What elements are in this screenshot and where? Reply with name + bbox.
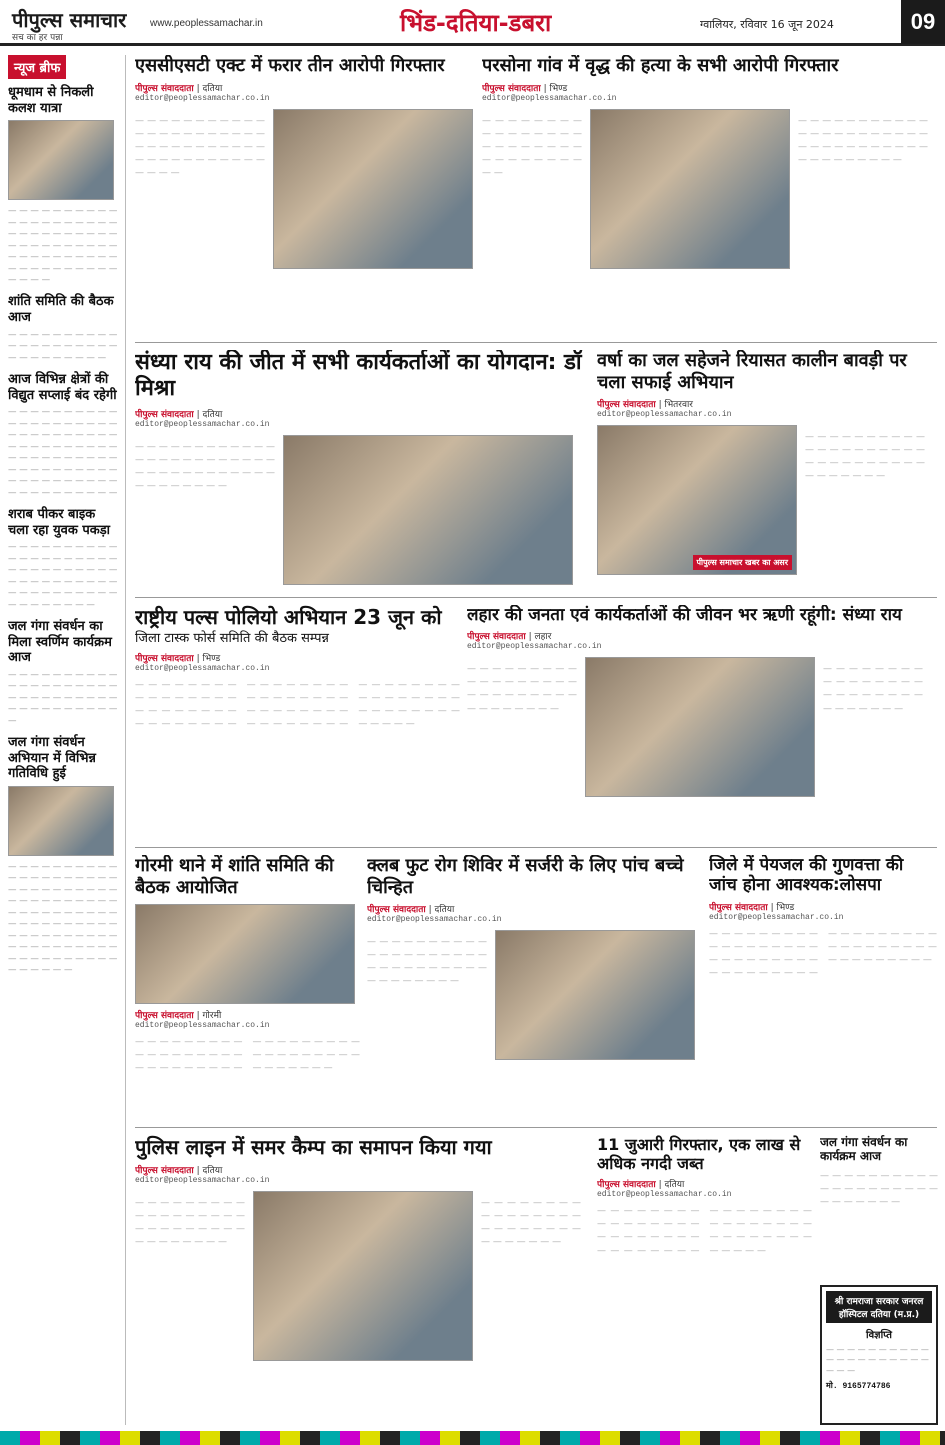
brief-title: शराब पीकर बाइक चला रहा युवक पकड़ा bbox=[8, 507, 111, 538]
story-email[interactable]: editor@peoplessamachar.co.in bbox=[135, 663, 270, 673]
story-headline: 11 जुआरी गिरफ्तार, एक लाख से अधिक नगदी जब्त bbox=[597, 1135, 801, 1174]
ad-title: विज्ञप्ति bbox=[866, 1330, 892, 1341]
story-badge: पीपुल्स समाचार खबर का असर bbox=[693, 555, 793, 570]
story-photo bbox=[495, 930, 695, 1060]
story-headline: संध्या राय की जीत में सभी कार्यकर्ताओं का योगदान: डॉ मिश्रा bbox=[135, 350, 582, 402]
story-body-placeholder: — — — — — — — — — — — — — — — — — — — — — — — — — — — — — — — — — — — — — — — — — — — — — — — — bbox=[135, 115, 265, 178]
story-headline: पुलिस लाइन में समर कैम्प का समापन किया गया bbox=[135, 1135, 492, 1159]
story-s2 bbox=[482, 55, 937, 335]
story-email[interactable]: editor@peoplessamachar.co.in bbox=[135, 1176, 270, 1185]
brief-photo bbox=[8, 120, 114, 200]
story-body-placeholder: — — — — — — — — — — — — — — — — — — — — — — — — — — — — — — — — — — — — — — — — — — — — — — — — — — — — — — — — — — — — — — — bbox=[709, 928, 937, 978]
story-byline: पीपुल्स संवाददाता | गोरमी bbox=[135, 1011, 222, 1022]
divider bbox=[135, 1127, 937, 1128]
story-email[interactable]: editor@peoplessamachar.co.in bbox=[467, 642, 602, 652]
story-byline: पीपुल्स संवाददाता | दतिया bbox=[135, 409, 223, 420]
story-s8 bbox=[367, 855, 702, 1120]
print-color-bar bbox=[0, 1431, 945, 1445]
story-byline: पीपुल्स संवाददाता | दतिया bbox=[135, 1166, 223, 1176]
story-photo bbox=[597, 425, 797, 575]
story-headline: वर्षा का जल सहेजने रियासत कालीन बावड़ी पर चला सफाई अभियान bbox=[597, 350, 907, 393]
ad-phone: मो. 9165774786 bbox=[826, 1382, 891, 1392]
divider bbox=[135, 847, 937, 848]
story-body-placeholder: — — — — — — — — — — — — — — — — — — — — — — — — — — — — — — — — — — — bbox=[467, 664, 577, 714]
story-body-placeholder: — — — — — — — — — — — — — — — — — — — — — — — — — — — — — — — — — — — — — — — — — — — — — — — — — — — — bbox=[135, 1037, 360, 1074]
story-body-placeholder: — — — — — — — — — — — — — — — — — — — — — — — — — — — — — — — — — — — bbox=[135, 1198, 245, 1248]
story-s1 bbox=[135, 55, 475, 335]
brief-text-placeholder: — — — — — — — — — — — — — — — — — — — — — — — — — — — — — — — — — — — — — — — — — — — — — — — — — — — — — — — — — — — — — — — — bbox=[8, 206, 118, 285]
newspaper-logo: पीपुल्स समाचार bbox=[12, 8, 127, 32]
story-body-placeholder: — — — — — — — — — — — — — — — — — — — — — — — — — — — — — — — — — — — — — — — — — — — — — — — — — — — — — — — — — — — — — — — — — — — — — — — — — — — — — — — — — — — — — — — — — — — — — bbox=[135, 679, 460, 729]
brief-text-placeholder: — — — — — — — — — — — — — — — — — — — — — — — — — — — — — bbox=[8, 329, 118, 363]
story-body-placeholder: — — — — — — — — — — — — — — — — — — — — — — — — — — — — — — — — — — — — — — — — — — — — bbox=[135, 441, 275, 491]
story-s11 bbox=[597, 1135, 812, 1425]
brief-photo bbox=[8, 786, 114, 856]
brief-title: शांति समिति की बैठक आज bbox=[8, 294, 114, 326]
story-body-placeholder: — — — — — — — — — — — — — — — — — — — — — — — — — — — — — — — — — — — — — — — — — — — — — — — — — — — — — — — — — — — — — bbox=[597, 1206, 812, 1256]
story-body-placeholder: — — — — — — — — — — — — — — — — — — — — — — — — — — — — — — — — — — — — — — bbox=[367, 937, 487, 987]
story-byline: पीपुल्स संवाददाता | लहार bbox=[467, 632, 552, 643]
story-photo bbox=[253, 1191, 473, 1361]
story-photo bbox=[273, 109, 473, 269]
story-photo bbox=[283, 435, 573, 585]
brief-title: धूमधाम से निकली कलश यात्रा bbox=[8, 85, 94, 116]
story-photo bbox=[135, 904, 355, 1004]
brief-text-placeholder: — — — — — — — — — — — — — — — — — — — — — — — — — — — — — — — — — — — — — — — — — — — — — — — — — — — — — — — — — — — — — — — — — — — — — — — — — — — — — — — — — — — — — — — — — — — — — — — — bbox=[8, 861, 118, 976]
story-email[interactable]: editor@peoplessamachar.co.in bbox=[367, 915, 502, 925]
page-number: 09 bbox=[901, 0, 945, 44]
story-headline: क्लब फुट रोग शिविर में सर्जरी के लिए पांच बच्चे चिन्हित bbox=[367, 855, 684, 898]
story-byline: पीपुल्स संवाददाता | भिण्ड bbox=[709, 902, 795, 913]
story-headline: जिले में पेयजल की गुणवत्ता की जांच होना आवश्यक:लोसपा bbox=[709, 855, 904, 896]
brief-text-placeholder: — — — — — — — — — — — — — — — — — — — — — — — — — — — — — — — — — — — — — — — — — bbox=[8, 669, 118, 726]
story-email[interactable]: editor@peoplessamachar.co.in bbox=[597, 1190, 732, 1200]
story-email[interactable]: editor@peoplessamachar.co.in bbox=[709, 912, 844, 922]
story-email[interactable]: editor@peoplessamachar.co.in bbox=[135, 1021, 270, 1031]
brief-text-placeholder: — — — — — — — — — — — — — — — — — — — — — — — — — — — — — — — — — — — — — — — — — — — — — — — — — — — — — — — — — — bbox=[8, 542, 118, 610]
story-email[interactable]: editor@peoplessamachar.co.in bbox=[135, 419, 270, 429]
brief-title: आज विभिन्न क्षेत्रों की विद्युत सप्लाई बंद रहेगी bbox=[8, 372, 117, 403]
story-body-placeholder: — — — — — — — — — — — — — — — — — — — — — — — — — — — — — — — — — — — — — — — — — — bbox=[798, 115, 928, 165]
story-headline: राष्ट्रीय पल्स पोलियो अभियान 23 जून को bbox=[135, 605, 442, 629]
story-byline: पीपुल्स संवाददाता | दतिया bbox=[367, 905, 455, 916]
story-byline: पीपुल्स संवाददाता | भिण्ड bbox=[135, 653, 221, 664]
story-s5 bbox=[135, 605, 460, 840]
story-body-placeholder: — — — — — — — — — — — — — — — — — — — — — — — — — — — bbox=[820, 1170, 938, 1207]
story-body-placeholder: — — — — — — — — — — — — — — — — — — — — — — — — — — — — — — — bbox=[481, 1198, 581, 1248]
ad-body-placeholder: — — — — — — — — — — — — — — — — — — — — — — — bbox=[826, 1345, 929, 1375]
story-s9 bbox=[709, 855, 937, 1120]
brief-title: जल गंगा संवर्धन अभियान में विभिन्न गतिविधि हुई bbox=[8, 735, 96, 782]
story-byline: पीपुल्स संवाददाता | दतिया bbox=[597, 1180, 685, 1191]
story-s7 bbox=[135, 855, 360, 1120]
story-s10 bbox=[135, 1135, 590, 1425]
story-body-placeholder: — — — — — — — — — — — — — — — — — — — — — — — — — — — — — — — — — — — — — bbox=[805, 432, 925, 482]
story-byline: पीपुल्स संवाददाता | दतिया bbox=[135, 83, 223, 94]
story-headline: गोरमी थाने में शांति समिति की बैठक आयोजित bbox=[135, 855, 334, 898]
story-byline: पीपुल्स संवाददाता | भिण्ड bbox=[482, 83, 568, 94]
ad-header: श्री रामराजा सरकार जनरल हॉस्पिटल दतिया (म.प्र.) bbox=[826, 1291, 932, 1323]
story-s12 bbox=[820, 1135, 938, 1280]
website-url[interactable]: www.peoplessamachar.in bbox=[150, 18, 263, 29]
story-byline: पीपुल्स संवाददाता | भितरवार bbox=[597, 400, 693, 411]
story-body-placeholder: — — — — — — — — — — — — — — — — — — — — — — — — — — — — — — — bbox=[823, 664, 923, 714]
brief-title: जल गंगा संवर्धन का मिला स्वर्णिम कार्यक्रम आज bbox=[8, 619, 112, 666]
story-s6 bbox=[467, 605, 937, 840]
brief-text-placeholder: — — — — — — — — — — — — — — — — — — — — — — — — — — — — — — — — — — — — — — — — — — — — — — — — — — — — — — — — — — — — — — — — — — — — — — — — — — — — — — — — bbox=[8, 407, 118, 498]
edition-title: भिंड-दतिया-डबरा bbox=[400, 9, 552, 37]
story-email[interactable]: editor@peoplessamachar.co.in bbox=[597, 410, 732, 420]
dateline: ग्वालियर, रविवार 16 जून 2024 bbox=[700, 18, 834, 31]
story-headline: लहार की जनता एवं कार्यकर्ताओं की जीवन भर ऋणी रहूंगी: संध्या राय bbox=[467, 605, 902, 625]
story-headline: एससीएसटी एक्ट में फरार तीन आरोपी गिरफ्तार bbox=[135, 55, 445, 76]
story-email[interactable]: editor@peoplessamachar.co.in bbox=[135, 93, 270, 103]
story-photo bbox=[590, 109, 790, 269]
newspaper-tagline: सच का हर पन्ना bbox=[12, 33, 63, 43]
story-headline: जल गंगा संवर्धन का कार्यक्रम आज bbox=[820, 1135, 908, 1164]
masthead bbox=[0, 0, 945, 46]
story-headline: परसोना गांव में वृद्ध की हत्या के सभी आरोपी गिरफ्तार bbox=[482, 55, 839, 76]
divider bbox=[135, 342, 937, 343]
story-email[interactable]: editor@peoplessamachar.co.in bbox=[482, 93, 617, 103]
story-body-placeholder: — — — — — — — — — — — — — — — — — — — — — — — — — — — — — — — — — — bbox=[482, 115, 582, 178]
story-s4 bbox=[597, 350, 937, 590]
story-s3 bbox=[135, 350, 590, 590]
hospital-notice-ad bbox=[820, 1285, 938, 1425]
story-photo bbox=[585, 657, 815, 797]
divider bbox=[135, 597, 937, 598]
news-brief-column bbox=[8, 55, 126, 1425]
story-subhead: जिला टास्क फोर्स समिति की बैठक सम्पन्न bbox=[135, 631, 329, 646]
news-brief-tag: न्यूज ब्रीफ bbox=[8, 55, 66, 79]
